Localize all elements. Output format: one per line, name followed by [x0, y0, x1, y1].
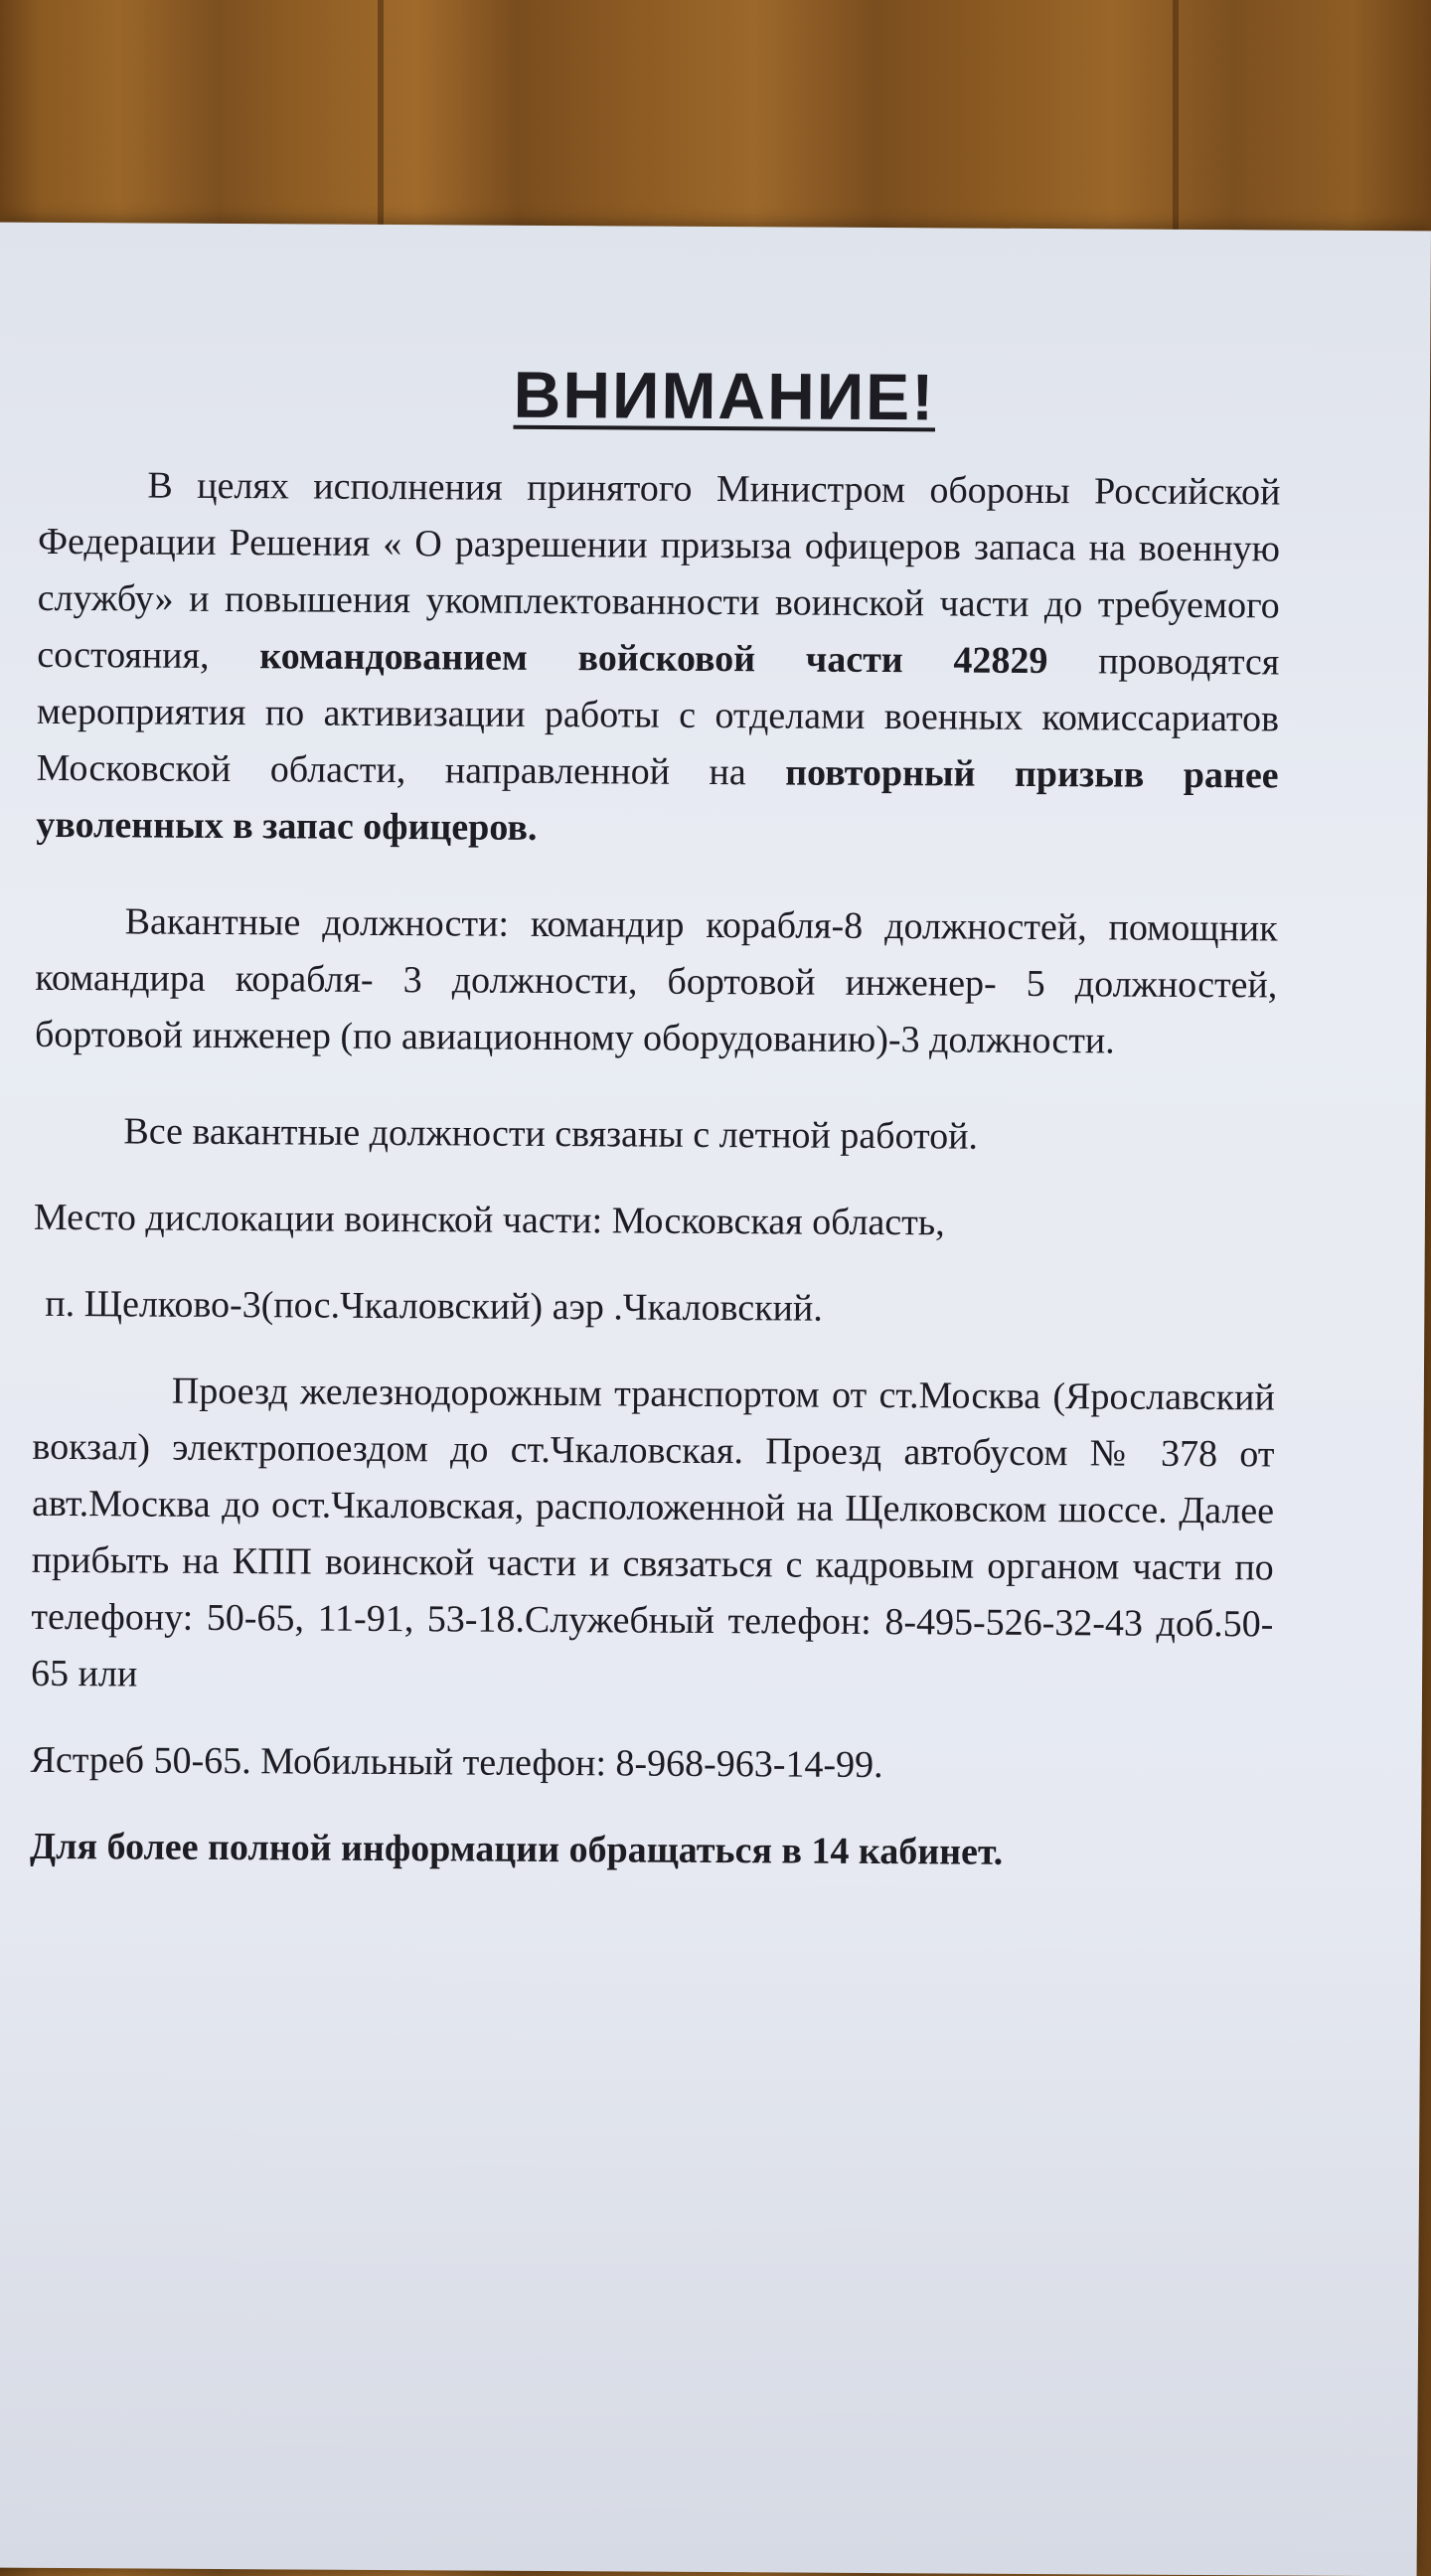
notice-title-text: ВНИМАНИЕ! — [513, 357, 936, 434]
notice-content — [30, 352, 1281, 1883]
paragraph-flight-work: Все вакантные должности связаны с летной работой. — [123, 1110, 979, 1158]
paragraph-more-info — [30, 1819, 1272, 1883]
paragraph-directions: Проезд железнодорожным транспортом от ст.Москва (Ярославский вокзал) электропоездом до ст.Чкаловская. Проезд автобусом № 378 от авт.Москва до ост.Чкаловская, расположенной на Щелковском шоссе. Далее прибыть на КПП воинской части и связаться с кадровым органом части по телефону: 50-65, 11-91, 53-18.Служебный телефон: 8-495-526-32-43 доб.50-65 или — [30, 1369, 1275, 1695]
notice-title — [39, 352, 1281, 439]
paragraph-location: Место дислокации воинской части: Московская область, — [33, 1196, 945, 1244]
paragraph-intro-middle: проводятся мероприятия по активизации работы с отделами военных комиссариатов Московской области, направленной на — [36, 640, 1280, 794]
paragraph-intro-text: В целях исполнения принятого Министром обороны Российской Федерации Решения « О разрешении призыза офицеров запаса на военную службу» и повышения укомплектованности воинской части до требуемого состояния, — [37, 464, 1281, 678]
recall-officers-text: повторный призыв ранее уволенных в запас офицеров. — [36, 751, 1279, 849]
more-info-text: Для более полной информации обращаться в 14 кабинет. — [29, 1825, 1004, 1873]
paragraph-phones: Ястреб 50-65. Мобильный телефон: 8-968-963-14-99. — [30, 1738, 883, 1787]
paragraph-address: п. Щелково-3(пос.Чкаловский) аэр .Чкаловский. — [45, 1282, 823, 1330]
paragraph-intro — [36, 457, 1280, 862]
notice-paper — [0, 223, 1431, 2576]
unit-command-text: командованием войсковой части 42829 — [259, 635, 1048, 683]
paragraph-vacancies: Вакантные должности: командир корабля-8 должностей, помощник командира корабля- 3 должности, бортовой инженер- 5 должностей, бортовой инженер (по авиационному оборудованию)-3 должности. — [34, 900, 1278, 1062]
